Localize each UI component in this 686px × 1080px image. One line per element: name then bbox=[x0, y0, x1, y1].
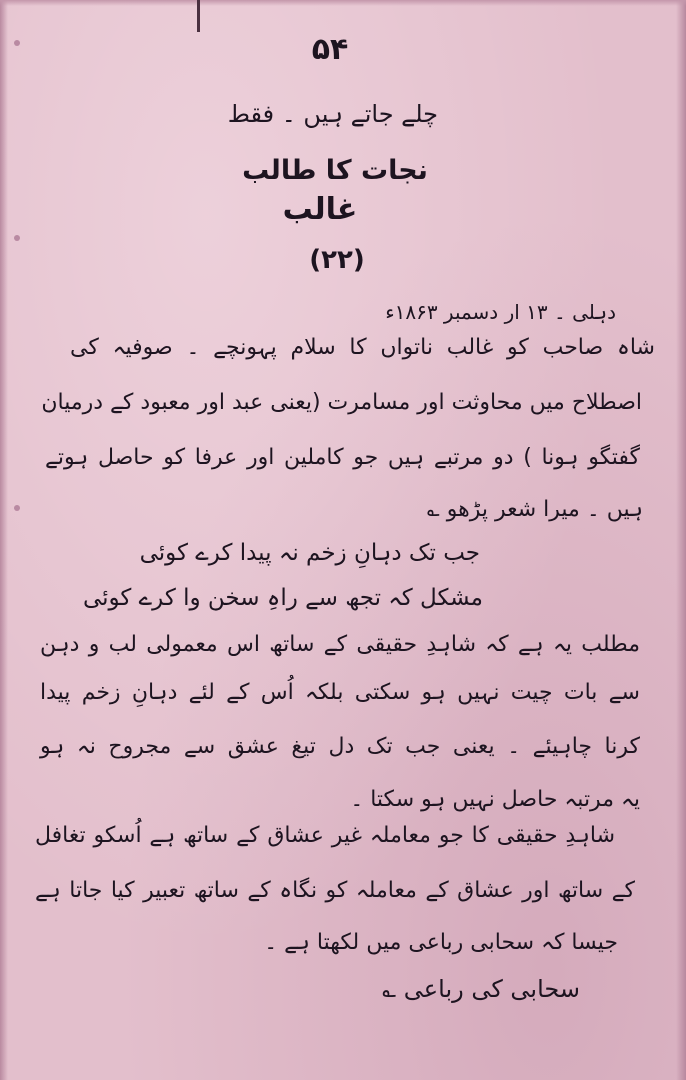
signoff-name: غالب bbox=[282, 192, 358, 227]
binding-hole bbox=[14, 505, 20, 511]
paragraph-2-line: کرنا چاہیئے ۔ یعنی جب تک دل تیغ عشق سے مجروح نہ ہو bbox=[40, 734, 640, 759]
paragraph-1-line: شاہ صاحب کو غالب ناتواں کا سلام پہونچے ۔ صوفیہ کی bbox=[70, 335, 655, 360]
paragraph-3-line: جیسا کہ سحابی رباعی میں لکھتا ہے ۔ bbox=[264, 930, 618, 955]
paragraph-1-line: گفتگو ہونا ) دو مرتبے ہیں جو کاملین اور عرفا کو حاصل ہوتے bbox=[45, 445, 640, 470]
page-number: ۵۴ bbox=[311, 32, 349, 67]
rubai-heading: سحابی کی رباعی ؎ bbox=[382, 975, 580, 1003]
letter-number: (۲۲) bbox=[309, 245, 365, 275]
binding-mark bbox=[197, 0, 200, 32]
closing-line: چلے جاتے ہیں ۔ فقط bbox=[227, 100, 438, 128]
letter-dateline: دہلی ۔ ۱۳ ار دسمبر ۱۸۶۳ء bbox=[385, 300, 616, 324]
paragraph-1-line: ہیں ۔ میرا شعر پڑھو ؎ bbox=[426, 497, 643, 522]
verse-line: مشکل کہ تجھ سے راہِ سخن وا کرے کوئی bbox=[82, 585, 483, 611]
paragraph-2-line: سے بات چیت نہیں ہو سکتی بلکہ اُس کے لئے دہانِ زخم پیدا bbox=[40, 680, 640, 705]
verse-line: جب تک دہانِ زخم نہ پیدا کرے کوئی bbox=[139, 540, 480, 566]
page-right-edge bbox=[676, 0, 686, 1080]
paragraph-2-line: یہ مرتبہ حاصل نہیں ہو سکتا ۔ bbox=[350, 787, 640, 812]
paragraph-3-line: شاہدِ حقیقی کا جو معاملہ غیر عشاق کے ساتھ ہے اُسکو تغافل bbox=[35, 823, 615, 848]
paragraph-2-line: مطلب یہ ہے کہ شاہدِ حقیقی کے ساتھ اس معمولی لب و دہن bbox=[40, 632, 640, 657]
page-top-edge bbox=[0, 0, 686, 6]
page-left-edge bbox=[0, 0, 8, 1080]
signoff-line: نجات کا طالب bbox=[242, 155, 428, 186]
paragraph-3-line: کے ساتھ اور عشاق کے معاملہ کو نگاہ کے ساتھ تعبیر کیا جاتا ہے bbox=[35, 878, 635, 903]
binding-hole bbox=[14, 40, 20, 46]
binding-hole bbox=[14, 235, 20, 241]
paragraph-1-line: اصطلاح میں محاوثت اور مسامرت (یعنی عبد اور معبود کے درمیان bbox=[41, 390, 642, 415]
